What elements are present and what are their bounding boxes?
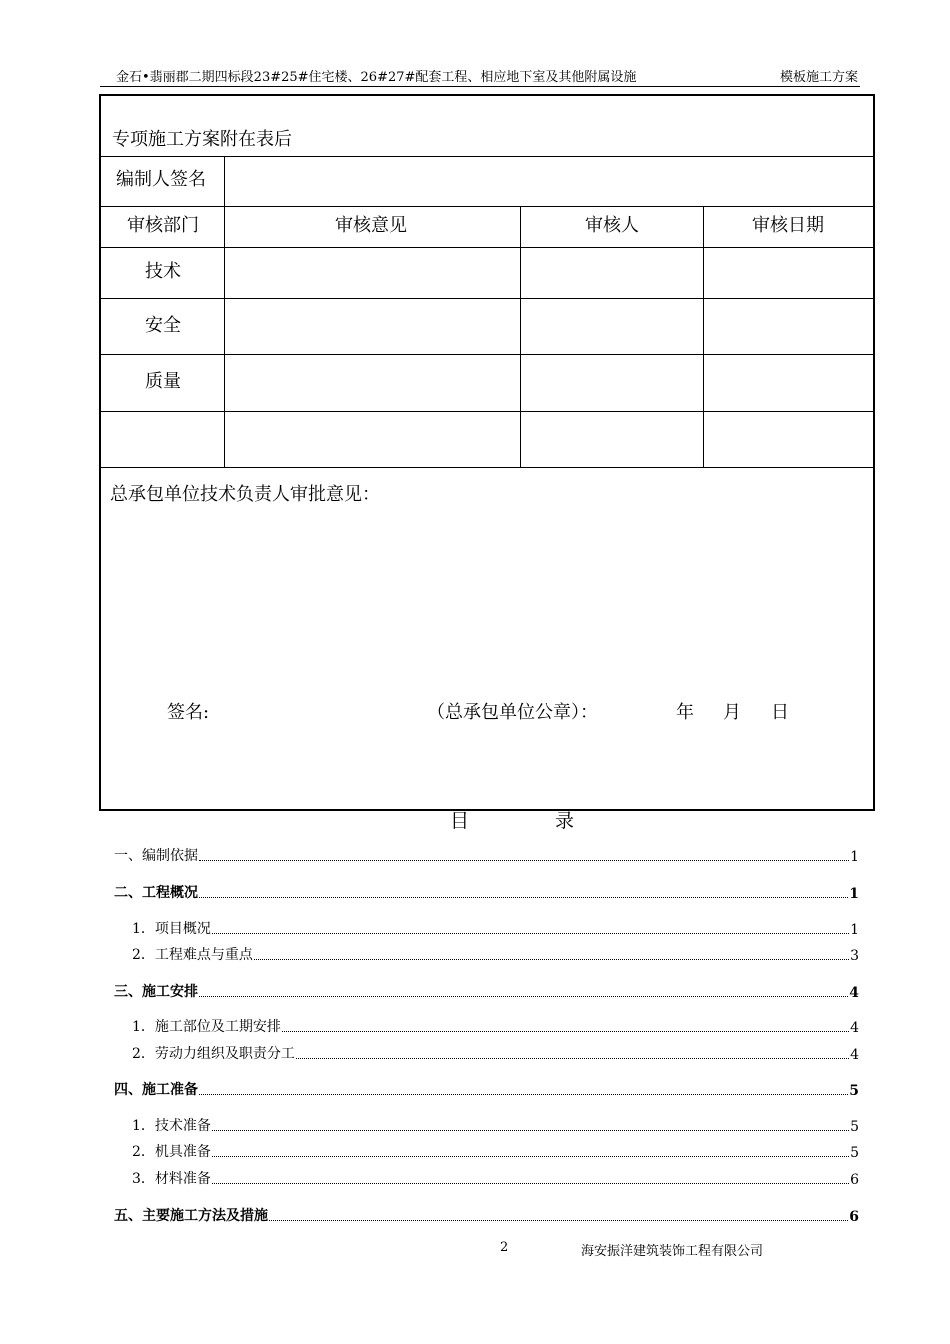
toc-entry-page: 1 xyxy=(850,922,859,938)
attach-note: 专项施工方案附在表后 xyxy=(112,129,292,150)
col-header-reviewer: 审核人 xyxy=(585,215,639,236)
department-technical: 技术 xyxy=(145,261,181,282)
toc-entry-text: 2．工程难点与重点 xyxy=(132,947,253,963)
col-header-review-date: 审核日期 xyxy=(752,215,824,236)
toc-entry[interactable] xyxy=(114,884,859,902)
toc-entry-page: 5 xyxy=(850,1119,859,1135)
toc-entry-text: 1．施工部位及工期安排 xyxy=(132,1019,281,1035)
toc-entry-text: 1．技术准备 xyxy=(132,1118,211,1134)
col-header-department: 审核部门 xyxy=(127,215,199,236)
toc-entry-page: 1 xyxy=(850,849,859,865)
date-day-label: 日 xyxy=(771,702,789,723)
toc-entry-page: 3 xyxy=(850,948,859,964)
department-safety: 安全 xyxy=(145,315,181,336)
date-year-label: 年 xyxy=(676,702,694,723)
toc-entry[interactable] xyxy=(132,946,859,964)
toc-entry[interactable] xyxy=(132,1018,859,1036)
toc-entry[interactable] xyxy=(132,1045,859,1063)
toc-entry[interactable] xyxy=(132,920,859,938)
toc-entry[interactable] xyxy=(114,1081,859,1099)
toc-entry-text: 一、编制依据 xyxy=(114,848,198,864)
date-month-label: 月 xyxy=(723,702,741,723)
toc-entry-page: 4 xyxy=(850,1047,859,1063)
toc-entry-page: 1 xyxy=(849,886,859,902)
toc-entry-page: 5 xyxy=(849,1083,859,1099)
col-header-opinion: 审核意见 xyxy=(335,215,407,236)
footer-company: 海安振洋建筑装饰工程有限公司 xyxy=(581,1244,764,1259)
header-project-title: 金石•翡丽郡二期四标段23#25#住宅楼、26#27#配套工程、相应地下室及其他附属设施 xyxy=(116,70,637,85)
toc-entry-page: 4 xyxy=(850,1020,859,1036)
toc-entry-text: 3．材料准备 xyxy=(132,1171,211,1187)
toc-entry[interactable] xyxy=(114,1207,859,1225)
toc-entry[interactable] xyxy=(114,847,859,865)
toc-title: 目 录 xyxy=(450,810,615,832)
toc-entry-page: 4 xyxy=(849,985,859,1001)
company-seal-label: （总承包单位公章）： xyxy=(427,702,598,723)
author-signature-label: 编制人签名 xyxy=(116,169,206,190)
toc-entry-page: 6 xyxy=(849,1209,859,1225)
header-doc-type: 模板施工方案 xyxy=(779,70,858,85)
toc-entry[interactable] xyxy=(132,1117,859,1135)
toc-entry-text: 四、施工准备 xyxy=(114,1082,198,1098)
toc-entry-page: 6 xyxy=(850,1172,859,1188)
toc-entry-text: 三、施工安排 xyxy=(114,984,198,1000)
toc-entry[interactable] xyxy=(132,1143,859,1161)
signature-label: 签名: xyxy=(167,702,210,723)
page-header xyxy=(100,66,860,87)
approval-form xyxy=(99,94,875,811)
toc-entry-text: 2．机具准备 xyxy=(132,1144,211,1160)
approval-opinion-label: 总承包单位技术负责人审批意见： xyxy=(110,484,380,505)
department-quality: 质量 xyxy=(145,371,181,392)
toc-entry-text: 二、工程概况 xyxy=(114,885,198,901)
toc-entry[interactable] xyxy=(132,1170,859,1188)
toc-entry-page: 5 xyxy=(850,1145,859,1161)
toc-entry[interactable] xyxy=(114,983,859,1001)
toc-entry-text: 五、主要施工方法及措施 xyxy=(114,1208,268,1224)
toc-entry-text: 2．劳动力组织及职责分工 xyxy=(132,1046,295,1062)
toc-entry-text: 1．项目概况 xyxy=(132,921,211,937)
footer-page-number: 2 xyxy=(500,1240,509,1255)
